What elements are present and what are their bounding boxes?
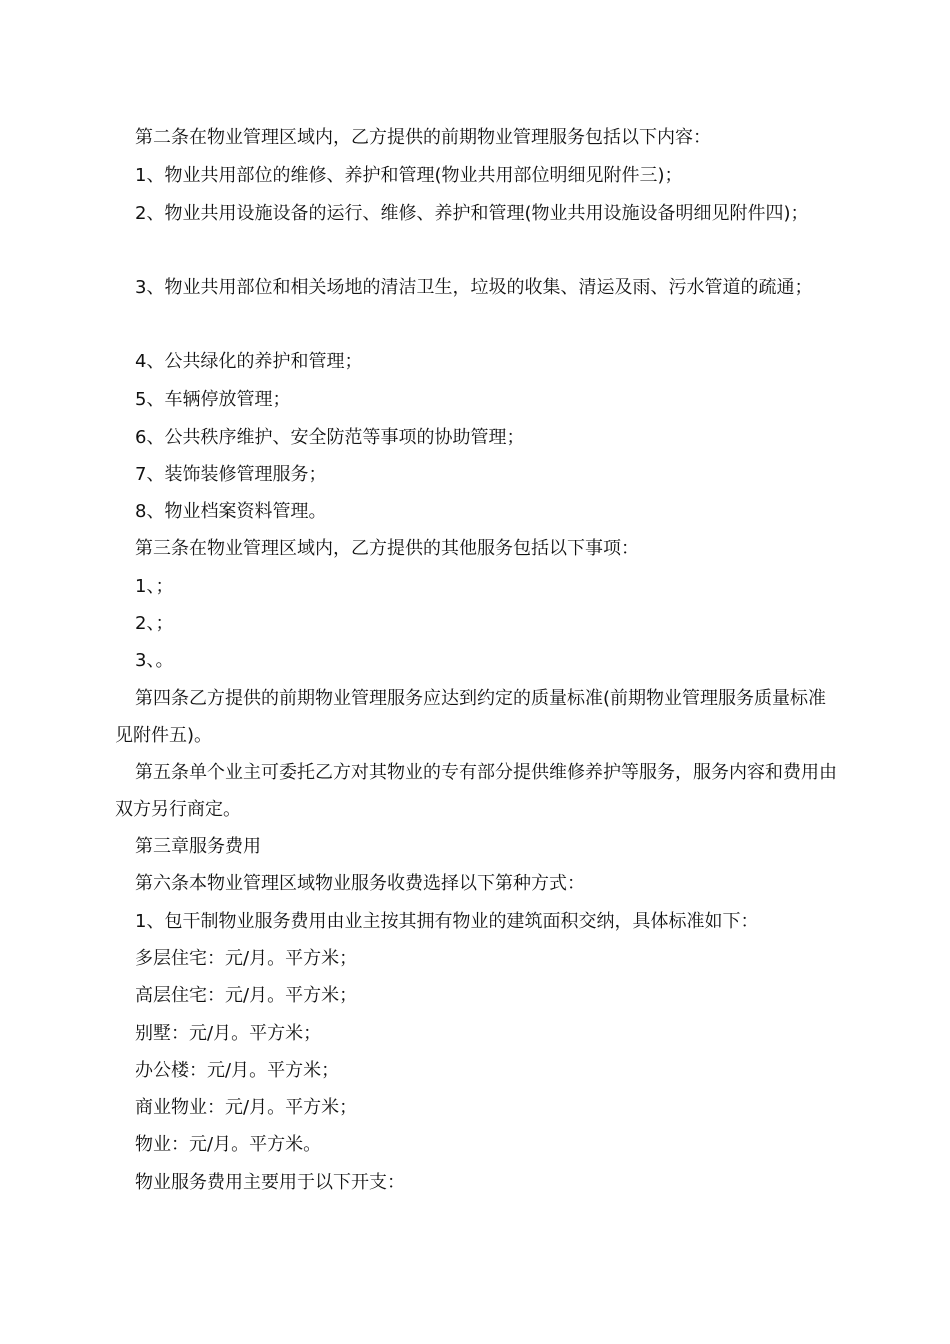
article-5-paragraph: 第五条单个业主可委托乙方对其物业的专有部分提供维修养护等服务，服务内容和费用由双方另行商定。 (115, 762, 837, 820)
other-service-item-2: 2、； (135, 613, 174, 634)
fee-commercial-property: 商业物业：元/月。平方米； (135, 1097, 358, 1118)
fee-other-property: 物业：元/月。平方米。 (135, 1134, 322, 1155)
fee-multistory-residence: 多层住宅：元/月。平方米； (135, 948, 358, 969)
chapter-3-heading: 第三章服务费用 (135, 836, 261, 857)
list-item-1: 1、物业共用部位的维修、养护和管理(物业共用部位明细见附件三)； (135, 165, 683, 186)
other-service-item-1: 1、； (135, 576, 174, 597)
list-item-3: 3、物业共用部位和相关场地的清洁卫生，垃圾的收集、清运及雨、污水管道的疏通； (135, 277, 813, 298)
fee-option-1: 1、包干制物业服务费用由业主按其拥有物业的建筑面积交纳，具体标准如下： (135, 911, 759, 932)
fee-villa: 别墅：元/月。平方米； (135, 1023, 322, 1044)
list-item-4: 4、公共绿化的养护和管理； (135, 351, 363, 372)
list-item-5: 5、车辆停放管理； (135, 389, 291, 410)
article-2-heading: 第二条在物业管理区域内，乙方提供的前期物业管理服务包括以下内容： (135, 127, 711, 148)
article-6-heading: 第六条本物业管理区域物业服务收费选择以下第种方式： (135, 873, 585, 894)
list-item-7: 7、装饰装修管理服务； (135, 464, 327, 485)
list-item-6: 6、公共秩序维护、安全防范等事项的协助管理； (135, 427, 525, 448)
article-3-heading: 第三条在物业管理区域内，乙方提供的其他服务包括以下事项： (135, 538, 639, 559)
other-service-item-3: 3、。 (135, 650, 174, 671)
fee-expenditure-heading: 物业服务费用主要用于以下开支： (135, 1172, 405, 1193)
fee-office-building: 办公楼：元/月。平方米； (135, 1060, 340, 1081)
list-item-8: 8、物业档案资料管理。 (135, 501, 327, 522)
article-4-paragraph: 第四条乙方提供的前期物业管理服务应达到约定的质量标准(前期物业管理服务质量标准见附件五)。 (115, 688, 827, 746)
fee-highrise-residence: 高层住宅：元/月。平方米； (135, 985, 358, 1006)
list-item-2: 2、物业共用设施设备的运行、维修、养护和管理(物业共用设施设备明细见附件四)； (135, 203, 809, 224)
